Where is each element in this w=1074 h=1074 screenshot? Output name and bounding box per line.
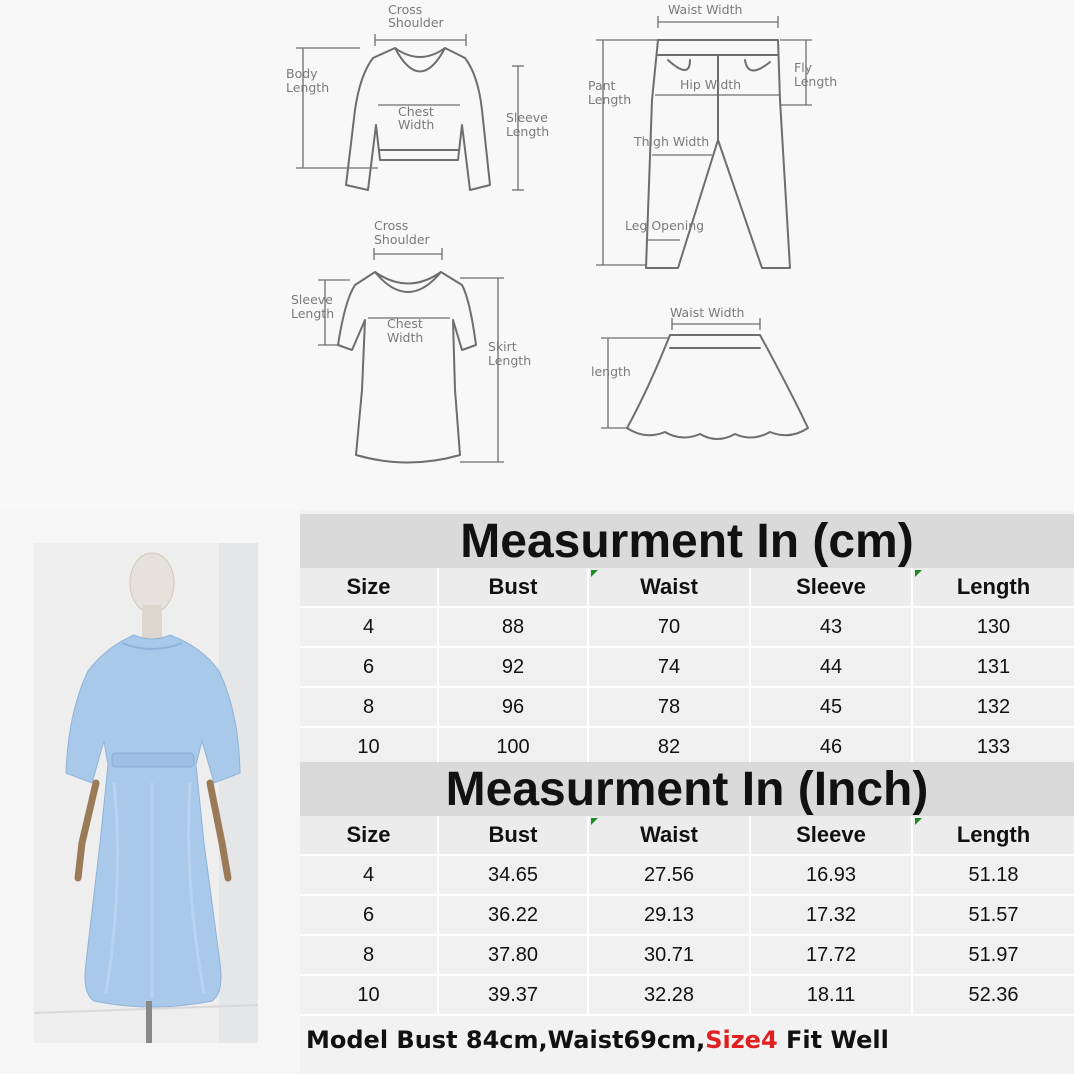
inch-size-table (300, 816, 1074, 1016)
cm-table-title: Measurment In (cm) (300, 514, 1074, 568)
dress-diagram (291, 218, 531, 463)
cm-size-table (300, 568, 1074, 768)
header-length: Length (912, 816, 1074, 855)
cell-size: 10 (300, 975, 438, 1015)
label-top-cross-2: Shoulder (388, 15, 444, 30)
cell-waist: 27.56 (588, 855, 750, 895)
header-sleeve: Sleeve (750, 568, 912, 607)
size-chart (300, 510, 1074, 1074)
label-pant-length-2: Length (588, 92, 632, 107)
label-top-chest-1: Chest (398, 104, 434, 119)
label-dress-sleeve-1: Sleeve (291, 292, 333, 307)
cell-waist: 74 (588, 647, 750, 687)
cell-sleeve: 45 (750, 687, 912, 727)
cell-sleeve: 17.72 (750, 935, 912, 975)
label-dress-cross-1: Cross (374, 218, 409, 233)
cell-bust: 39.37 (438, 975, 588, 1015)
label-dress-sleeve-2: Length (291, 306, 335, 321)
label-hip-width: Hip Width (680, 77, 742, 92)
label-leg-opening: Leg Opening (625, 218, 705, 233)
table-row (300, 727, 1074, 767)
model-fit-note (306, 1026, 889, 1054)
table-row (300, 895, 1074, 935)
dress-neckline (375, 272, 441, 292)
cell-waist: 82 (588, 727, 750, 767)
header-waist: Waist (588, 568, 750, 607)
product-photo-panel (0, 510, 300, 1074)
label-top-sleeve-1: Sleeve (506, 110, 548, 125)
cell-length: 133 (912, 727, 1074, 767)
cell-bust: 100 (438, 727, 588, 767)
header-size: Size (300, 568, 438, 607)
table-row (300, 975, 1074, 1015)
cell-bust: 34.65 (438, 855, 588, 895)
header-waist: Waist (588, 816, 750, 855)
cell-length: 52.36 (912, 975, 1074, 1015)
header-bust: Bust (438, 568, 588, 607)
cell-size: 6 (300, 895, 438, 935)
garment-diagrams (0, 0, 1074, 510)
label-dress-chest-1: Chest (387, 316, 423, 331)
label-pants-waist: Waist Width (668, 2, 743, 17)
inch-table-title: Measurment In (Inch) (300, 762, 1074, 816)
pants-pocket-right (745, 60, 770, 71)
cell-waist: 29.13 (588, 895, 750, 935)
label-top-sleeve-2: Length (506, 124, 550, 139)
cell-size: 4 (300, 607, 438, 647)
label-skirt-length-1: Skirt (488, 339, 517, 354)
label-pant-length-1: Pant (588, 78, 616, 93)
table-row (300, 607, 1074, 647)
table-row (300, 935, 1074, 975)
cell-size: 10 (300, 727, 438, 767)
cell-sleeve: 16.93 (750, 855, 912, 895)
skirt-diagram (591, 305, 808, 439)
label-dress-cross-2: Shoulder (374, 232, 430, 247)
cell-size: 8 (300, 687, 438, 727)
cell-length: 131 (912, 647, 1074, 687)
model-fit-suffix: Fit Well (777, 1026, 889, 1054)
cell-bust: 88 (438, 607, 588, 647)
header-bust: Bust (438, 816, 588, 855)
cell-sleeve: 18.11 (750, 975, 912, 1015)
cell-length: 130 (912, 607, 1074, 647)
label-skirt-length-2: Length (488, 353, 532, 368)
model-fit-prefix: Model Bust 84cm,Waist69cm, (306, 1026, 706, 1054)
dress-outline (338, 272, 476, 463)
dress-elastic-waist (112, 753, 194, 767)
cell-waist: 30.71 (588, 935, 750, 975)
table-row (300, 647, 1074, 687)
cell-bust: 92 (438, 647, 588, 687)
label-body-length-1: Body (286, 66, 318, 81)
table-row (300, 687, 1074, 727)
cell-sleeve: 17.32 (750, 895, 912, 935)
cell-bust: 37.80 (438, 935, 588, 975)
cell-length: 51.97 (912, 935, 1074, 975)
cell-length: 51.18 (912, 855, 1074, 895)
cell-size: 4 (300, 855, 438, 895)
label-top-cross-1: Cross (388, 2, 423, 17)
label-fly-length-1: Fly (794, 60, 813, 75)
label-dress-chest-2: Width (387, 330, 424, 345)
cell-bust: 96 (438, 687, 588, 727)
cell-waist: 70 (588, 607, 750, 647)
label-fly-length-2: Length (794, 74, 838, 89)
measurement-diagram-panel (0, 0, 1074, 511)
header-sleeve: Sleeve (750, 816, 912, 855)
cell-length: 132 (912, 687, 1074, 727)
label-skirt-waist: Waist Width (670, 305, 745, 320)
top-diagram (286, 2, 549, 190)
mannequin-neck (142, 605, 162, 639)
label-top-chest-2: Width (398, 117, 435, 132)
header-size: Size (300, 816, 438, 855)
cell-size: 8 (300, 935, 438, 975)
label-skirt-length: length (591, 364, 631, 379)
mannequin-dress-illustration (34, 543, 258, 1043)
cell-sleeve: 46 (750, 727, 912, 767)
pants-diagram (588, 2, 837, 268)
mannequin-head (130, 553, 174, 613)
product-photo (34, 543, 258, 1043)
cell-bust: 36.22 (438, 895, 588, 935)
mannequin-stand (146, 1001, 152, 1043)
label-body-length-2: Length (286, 80, 330, 95)
table-header-row (300, 568, 1074, 607)
table-header-row (300, 816, 1074, 855)
cell-waist: 78 (588, 687, 750, 727)
cell-waist: 32.28 (588, 975, 750, 1015)
skirt-outline (627, 335, 808, 439)
model-fit-size: Size4 (705, 1026, 778, 1054)
pants-pocket-left (668, 60, 690, 70)
table-row (300, 855, 1074, 895)
cell-sleeve: 44 (750, 647, 912, 687)
label-thigh-width: Thigh Width (634, 134, 710, 149)
cell-sleeve: 43 (750, 607, 912, 647)
cell-length: 51.57 (912, 895, 1074, 935)
cell-size: 6 (300, 647, 438, 687)
header-length: Length (912, 568, 1074, 607)
